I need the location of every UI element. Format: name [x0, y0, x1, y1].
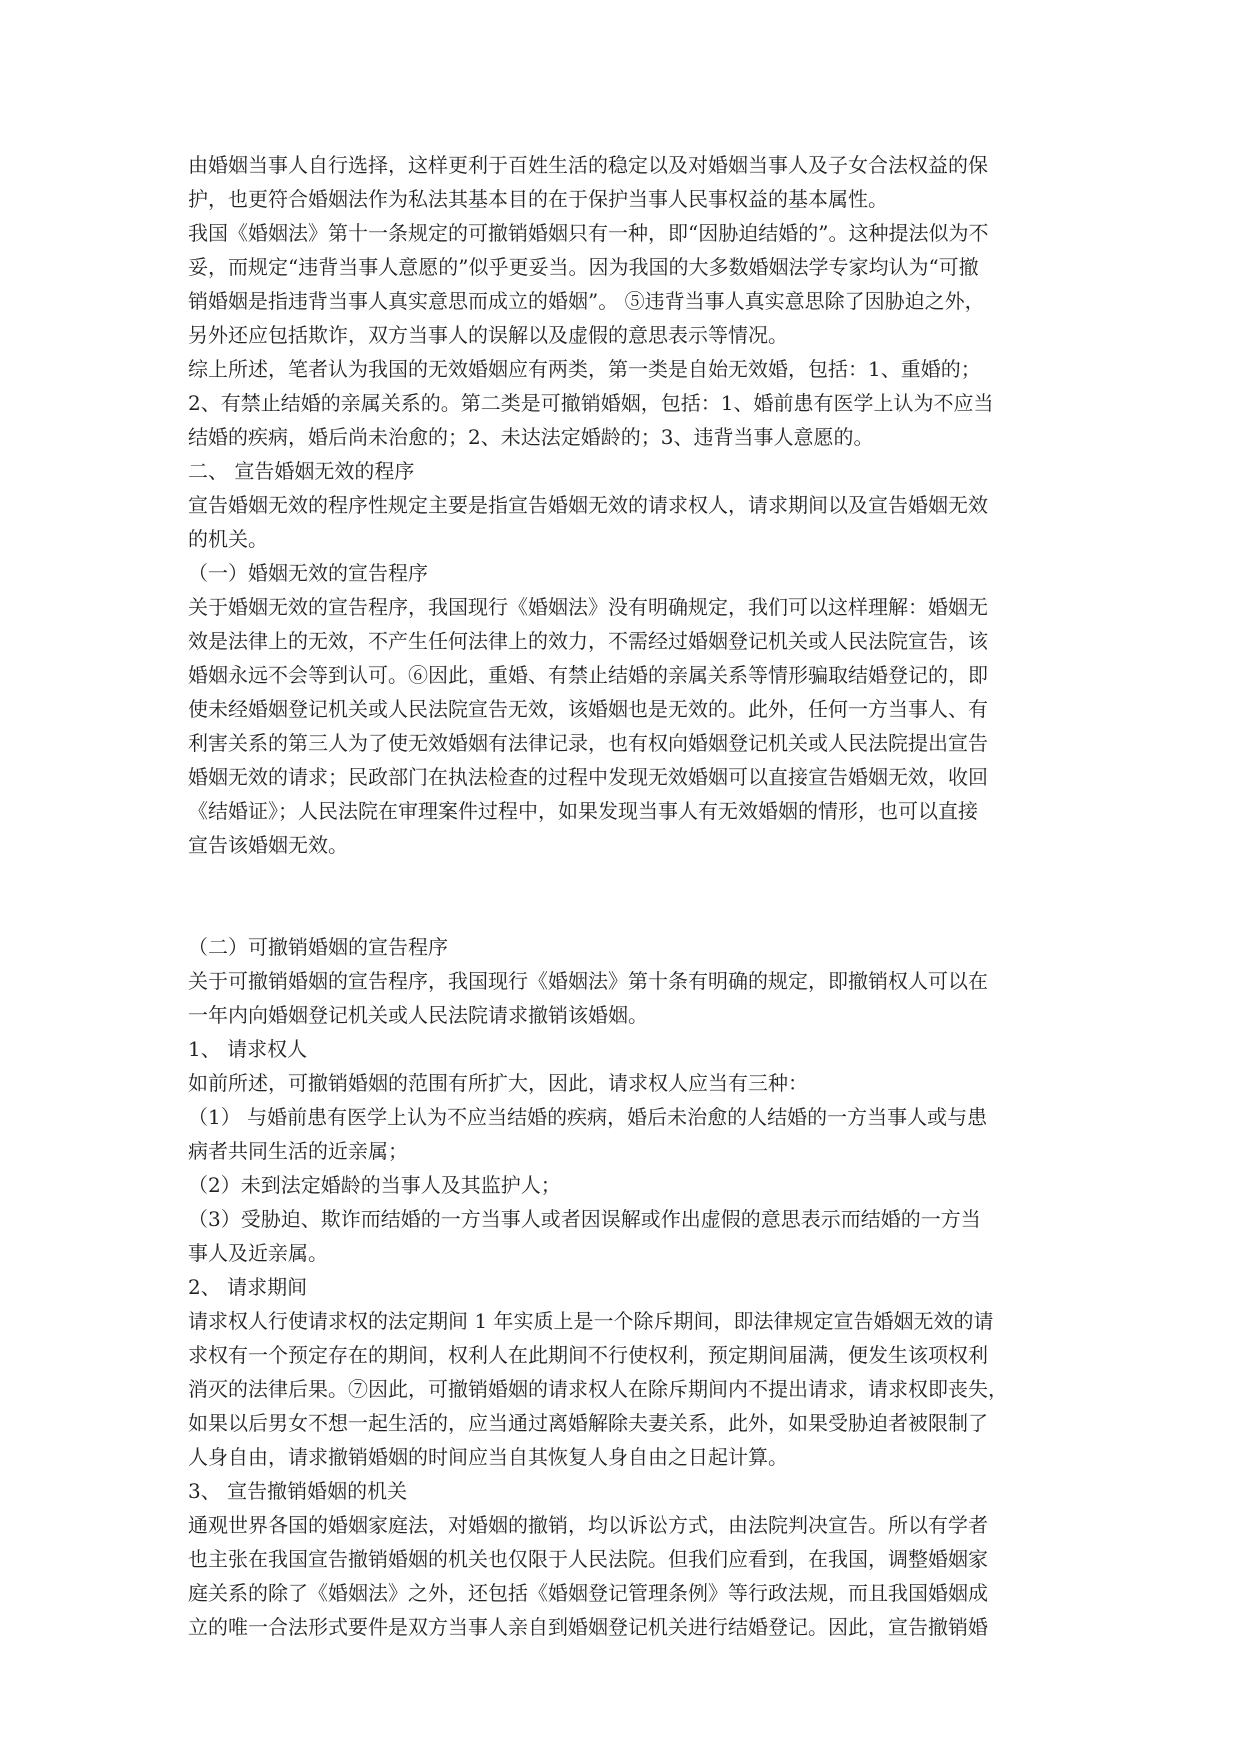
text-line: 婚姻永远不会等到认可。⑥因此，重婚、有禁止结婚的亲属关系等情形骗取结婚登记的，即 [188, 663, 988, 687]
section-heading: 二、 宣告婚姻无效的程序 [188, 459, 415, 483]
text-line: 人身自由，请求撤销婚姻的时间应当自其恢复人身自由之日起计算。 [188, 1445, 788, 1469]
text-line: 效是法律上的无效，不产生任何法律上的效力，不需经过婚姻登记机关或人民法院宣告，该 [188, 629, 988, 653]
text-line: 关于可撤销婚姻的宣告程序，我国现行《婚姻法》第十条有明确的规定，即撤销权人可以在 [188, 969, 988, 993]
text-line: 妥，而规定“违背当事人意愿的”似乎更妥当。因为我国的大多数婚姻法学专家均认为“可撤 [188, 255, 979, 279]
text-line: 一年内向婚姻登记机关或人民法院请求撤销该婚姻。 [188, 1003, 648, 1027]
subsection-heading: （二）可撤销婚姻的宣告程序 [188, 935, 448, 959]
text-line: 病者共同生活的近亲属； [188, 1139, 408, 1163]
text-line: 如前所述，可撤销婚姻的范围有所扩大，因此，请求权人应当有三种： [188, 1071, 808, 1095]
text-line: 宣告该婚姻无效。 [188, 833, 348, 857]
text-line: 立的唯一合法形式要件是双方当事人亲自到婚姻登记机关进行结婚登记。因此，宣告撤销婚 [188, 1615, 988, 1639]
text-line: （3）受胁迫、欺诈而结婚的一方当事人或者因误解或作出虚假的意思表示而结婚的一方当 [188, 1207, 981, 1231]
text-line: 使未经婚姻登记机关或人民法院宣告无效，该婚姻也是无效的。此外，任何一方当事人、有 [188, 697, 988, 721]
text-line: 通观世界各国的婚姻家庭法，对婚姻的撤销，均以诉讼方式，由法院判决宣告。所以有学者 [188, 1513, 988, 1537]
text-line: 由婚姻当事人自行选择，这样更利于百姓生活的稳定以及对婚姻当事人及子女合法权益的保 [188, 153, 988, 177]
text-line: 求权有一个预定存在的期间，权利人在此期间不行使权利，预定期间届满，便发生该项权利 [188, 1343, 988, 1367]
text-line: （2）未到法定婚龄的当事人及其监护人； [188, 1173, 561, 1197]
paragraph-gap [188, 862, 1058, 930]
subsection-heading: （一）婚姻无效的宣告程序 [188, 561, 428, 585]
text-line: 宣告婚姻无效的程序性规定主要是指宣告婚姻无效的请求权人，请求期间以及宣告婚姻无效 [188, 493, 988, 517]
text-line: 如果以后男女不想一起生活的，应当通过离婚解除夫妻关系，此外，如果受胁迫者被限制了 [188, 1411, 988, 1435]
text-line: 请求权人行使请求权的法定期间 1 年实质上是一个除斥期间，即法律规定宣告婚姻无效的请 [188, 1309, 994, 1333]
text-line: 利害关系的第三人为了使无效婚姻有法律记录，也有权向婚姻登记机关或人民法院提出宣告 [188, 731, 988, 755]
text-line: 2、有禁止结婚的亲属关系的。第二类是可撤销婚姻，包括：1、婚前患有医学上认为不应当 [188, 391, 994, 415]
text-line: 护，也更符合婚姻法作为私法其基本目的在于保护当事人民事权益的基本属性。 [188, 187, 888, 211]
text-line: 《结婚证》；人民法院在审理案件过程中，如果发现当事人有无效婚姻的情形，也可以直接 [188, 799, 978, 823]
text-line: 综上所述，笔者认为我国的无效婚姻应有两类，第一类是自始无效婚，包括：1、重婚的； [188, 357, 981, 381]
text-line: 庭关系的除了《婚姻法》之外，还包括《婚姻登记管理条例》等行政法规，而且我国婚姻成 [188, 1581, 988, 1605]
text-line: 也主张在我国宣告撤销婚姻的机关也仅限于人民法院。但我们应看到，在我国，调整婚姻家 [188, 1547, 988, 1571]
text-line: 消灭的法律后果。⑦因此，可撤销婚姻的请求权人在除斥期间内不提出请求，请求权即丧失， [188, 1377, 1008, 1401]
text-line: 婚姻无效的请求；民政部门在执法检查的过程中发现无效婚姻可以直接宣告婚姻无效，收回 [188, 765, 988, 789]
list-heading: 1、 请求权人 [188, 1037, 308, 1061]
text-line: 另外还应包括欺诈，双方当事人的误解以及虚假的意思表示等情况。 [188, 323, 788, 347]
text-line: 的机关。 [188, 527, 268, 551]
text-line: 销婚姻是指违背当事人真实意思而成立的婚姻”。 ⑤违背当事人真实意思除了因胁迫之外， [188, 289, 985, 313]
text-line: 事人及近亲属。 [188, 1241, 328, 1265]
document-body [188, 148, 1058, 1644]
text-line: 关于婚姻无效的宣告程序，我国现行《婚姻法》没有明确规定，我们可以这样理解：婚姻无 [188, 595, 988, 619]
list-heading: 2、 请求期间 [188, 1275, 308, 1299]
text-line: （1） 与婚前患有医学上认为不应当结婚的疾病，婚后未治愈的人结婚的一方当事人或与患 [188, 1105, 988, 1129]
text-line: 我国《婚姻法》第十一条规定的可撤销婚姻只有一种，即“因胁迫结婚的”。这种提法似为不 [188, 221, 989, 245]
list-heading: 3、 宣告撤销婚姻的机关 [188, 1479, 408, 1503]
text-line: 结婚的疾病，婚后尚未治愈的；2、未达法定婚龄的；3、违背当事人意愿的。 [188, 425, 874, 449]
